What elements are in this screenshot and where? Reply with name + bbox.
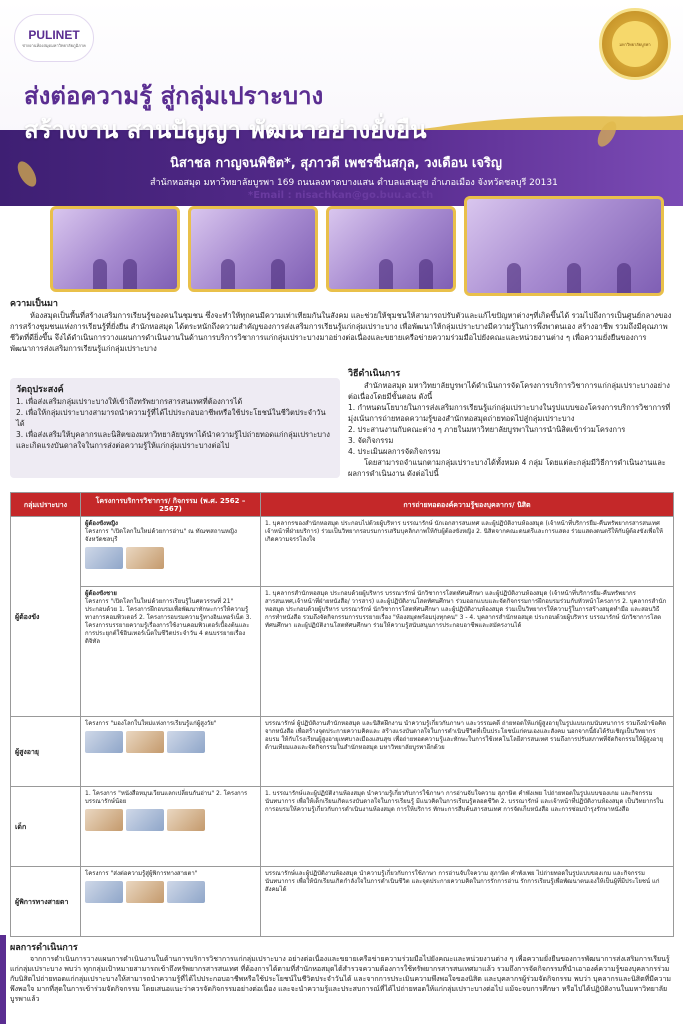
mini-photo <box>85 547 123 569</box>
project-text: 1. โครงการ "หนังสือหมุนเวียนแลกเปลี่ยนกันอ่าน" 2. โครงการบรรณารักษ์น้อย <box>85 790 248 805</box>
university-seal <box>599 8 671 80</box>
affiliation: สำนักหอสมุด มหาวิทยาลัยบูรพา 169 ถนนลงหาดบางแสน ตำบลแสนสุข อำเภอเมือง จังหวัดชลบุรี 20131 <box>150 178 558 188</box>
project-text: โครงการ "มองโลกในใหม่แห่งการเรียนรู้แก่ผู้สูงวัย" <box>85 720 217 727</box>
transfer-cell: 1. บรรณารักษ์และผู้ปฏิบัติงานห้องสมุด นำความรู้เกี่ยวกับการใช้ภาษา การอ่านจับใจความ สุภาษิต คำพังเพย ไปถ่ายทอดในรูปแบบของเกม และกิจกรรมนันทนาการ เพื่อให้เด็กเรียนเกิดแรงบันดาลใจในการเรียนรู้ มีแนวคิดในการเรียนรู้ตลอดชีวิต 2. บรรณารักษ์ และเจ้าหน้าที่ปฏิบัติงานห้องสมุด เป็นวิทยากรในการอบรมให้ความรู้เกี่ยวกับการดำเนินงานห้องสมุด การให้บริการ ทักษะการสืบค้นสารสนเทศ การจัดเก็บหนังสือ และการซ่อมบำรุงรักษาหนังสือ <box>261 787 674 867</box>
table-row <box>11 867 674 937</box>
activities-table <box>10 492 674 934</box>
method-outro: โดยสามารถจำแนกตามกลุ่มเปราะบางได้ทั้งหมด 4 กลุ่ม โดยแต่ละกลุ่มมีวิธีการดำเนินงานและผลการดำเนินงาน ดังต่อไปนี้ <box>348 458 666 478</box>
project-subtitle: ผู้ต้องขังชาย <box>85 590 117 597</box>
activity-photo <box>50 206 180 292</box>
mini-photo <box>85 881 123 903</box>
footer-accent <box>0 935 6 1024</box>
mini-photo <box>85 809 123 831</box>
photo-strip <box>50 206 630 298</box>
table-row <box>11 587 674 717</box>
project-text: โครงการ "เปิดโลกในใหม่ด้วยการเรียนรู้ในศตวรรษที่ 21" ประกอบด้วย 1. โครงการฝึกอบรมเพื่อพัฒนาทักษะการให้ความรู้ทางการคอมพิวเตอร์ 2. โครงการอบรมความรู้ทางอินเทอร์เน็ต 3. โครงการบรรยายความรู้เรื่องการใช้งานคอมพิวเตอร์เบื้องต้นและการประยุกต์ใช้อินเทอร์เน็ตในชีวิตประจำวัน 4 ดนบรรยายเรื่องดิจิทัล <box>85 598 252 645</box>
objective-item: 2. เพื่อให้กลุ่มเปราะบางสามารถนำความรู้ที่ได้ไปประกอบอาชีพหรือใช้ประโยชน์ในชีวิตประจำวันได้ <box>16 408 326 428</box>
mini-photos <box>85 809 256 831</box>
seal-text: มหาวิทยาลัยบูรพา <box>619 41 651 47</box>
method-section <box>348 366 674 486</box>
objectives-heading: วัตถุประสงค์ <box>16 385 64 395</box>
results-heading: ผลการดำเนินการ <box>10 943 78 953</box>
mini-photos <box>85 881 256 903</box>
table-header-transfer: การถ่ายทอดองค์ความรู้ของบุคลากร/ นิสิต <box>261 493 674 517</box>
method-step: 2. ประสานงานกับคณะต่าง ๆ ภายในมหาวิทยาลัยบูรพาในการนำนิสิตเข้าร่วมโครงการ <box>348 425 626 434</box>
method-heading: วิธีดำเนินการ <box>348 369 401 379</box>
background-section <box>10 296 674 354</box>
poster-title-line1: ส่งต่อความรู้ สู่กลุ่มเปราะบาง <box>24 81 324 110</box>
authors: นิสาชล กาญจนพิชิต*, สุภาวดี เพชรชื่นสกุล, วงเดือน เจริญ <box>170 156 502 171</box>
mini-photo <box>85 731 123 753</box>
method-step: 3. จัดกิจกรรม <box>348 436 394 445</box>
project-text: โครงการ "เปิดโลกในใหม่ด้วยการอ่าน" ณ ทัณฑสถานหญิง จังหวัดชลบุรี <box>85 528 237 543</box>
transfer-cell: บรรณารักษ์ ผู้ปฏิบัติงานสำนักหอสมุด และนิสิตฝึกงาน นำความรู้เกี่ยวกับภาษา และวรรณคดี ถ่ายทอดให้แก่ผู้สูงอายุในรูปแบบเกมนันทนาการ รวมถึงนำข้อคิดจากหนังสือ เพื่อสร้างจุดประกายความคิดและ สร้างแรงบันดาลใจในการดำเนินชีวิตที่เป็นประโยชน์แก่ตนเองและสังคม นอกจากนี้ยังได้รับเชิญเป็นวิทยากรอบรม ให้กับโรงเรียนผู้สูงอายุเทศบาลเมืองแสนสุข เพื่อถ่ายทอดความรู้และทักษะในการใช้เทคโนโลยีสารสนเทศ รวมถึงการปรับสภาพที่จัดกิจกรรมให้ผู้สูงอายุด้านเทียมแลและจัดกิจกรรมในสำนักหอสมุด มหาวิทยาลัยบูรพาอีกด้วย <box>261 717 674 787</box>
table-header-project: โครงการบริการวิชาการ/ กิจกรรม (พ.ศ. 2562 – 2567) <box>81 493 261 517</box>
project-cell <box>81 717 261 787</box>
table-row <box>11 787 674 867</box>
results-text: จากการดำเนินการวางแผนการดำเนินงานในด้านการบริการวิชาการแก่กลุ่มเปราะบาง อย่างต่อเนื่องและขยายเครือข่ายความร่วมมือไปยังคณะและหน่วยงานต่าง ๆ เพื่อความยั่งยืนของการพัฒนาการส่งเสริมการเรียนรู้แก่กลุ่มเปราะบาง พบว่า ทุกกลุ่มเป้าหมายสามารถเข้าถึงทรัพยากรสารสนเทศ ที่ต้องการได้ตามที่สำนักหอสมุดได้สำรวจความต้องการใช้ทรัพยากรสารสนเทศมาแล้ว รวมถึงการจัดกิจกรรมที่นำเอาองค์ความรู้ของบุคลากรร่วมกับนิสิตไปถ่ายทอดแก่กลุ่มเปราะบางให้สามารถนำความรู้ที่ได้ไปประกอบอาชีพหรือใช้ประโยชน์ในชีวิตประจำวันได้ และจากการประเมินความพึงพอใจของนิสิต และบุคลากรผู้ร่วมจัดกิจกรรม พบว่า บุคลากรและนิสิตที่มีความพึงพอใจ มากที่สุดในการเข้าร่วมจัดกิจกรรม โดยเสนอแนะว่าควรจัดกิจกรรมอย่างต่อเนื่อง และจะนำความรู้และประสบการณ์ที่ได้ไปถ่ายทอดให้แก่กลุ่มเปราะบางต่อไป แม้จะจบการศึกษา หรือไปได้ปฏิบัติงานในมหาวิทยาลัยบูรพาแล้ว <box>10 955 672 1003</box>
activity-photo <box>326 206 456 292</box>
poster-title-line2: สร้างงาน สานปัญญา พัฒนาอย่างยั่งยืน <box>24 115 427 144</box>
objectives-box <box>10 378 340 478</box>
activity-photo <box>188 206 318 292</box>
mini-photos <box>85 547 256 569</box>
transfer-cell: 1. บุคลากรสำนักหอสมุด ประกอบด้วยผู้บริหาร บรรณารักษ์ นักวิชาการโสตทัศนศึกษา และผู้ปฏิบัติงานห้องสมุด (เจ้าหน้าที่บริการยืม-คืนทรัพยากรสารสนเทศ,เจ้าหน้าที่ฝ่ายหนังสือ/ วารสาร) และผู้ปฏิบัติงานโสตทัศนศึกษา ร่วมออกแบบและจัดกิจกรรมการฝึกอบรมร่วมกับหัวหน้าโครงการ 2. บุคลากรสำนักหอสมุด ประกอบด้วยผู้บริหาร บรรณารักษ์ นักวิชาการโสตทัศนศึกษา และผู้ปฏิบัติงานห้องสมุด ร่วมเป็นวิทยากรให้ความรู้ในการสร้างสมุดทำมือ และสอนวิธีการทำหนังสือ รวมถึงจัดกิจกรรมการบรรยายเรื่อง "ห้องสมุดพร้อมบุ่งทุกคน" 3 - 4. บุคลากรสำนักหอสมุด ประกอบด้วยผู้บริหาร บรรณารักษ์ นักวิชาการโสตทัศนศึกษา และผู้ปฏิบัติงานโสตทัศนศึกษา ร่วมให้ความรู้สนับสนุนการประกอบอาชีพและสมัครงานได้ <box>261 587 674 717</box>
table-row <box>11 717 674 787</box>
group-cell: ผู้ต้องขัง <box>11 517 81 717</box>
mini-photo <box>126 881 164 903</box>
method-intro: สำนักหอสมุด มหาวิทยาลัยบูรพาได้ดำเนินการจัดโครงการบริการวิชาการแก่กลุ่มเปราะบางอย่างต่อเนื่องโดยมีขั้นตอน ดังนี้ <box>348 381 670 401</box>
transfer-cell: บรรณารักษ์และผู้ปฏิบัติงานห้องสมุด นำความรู้เกี่ยวกับการใช้ภาษา การอ่านจับใจความ สุภาษิต คำพังเพย ไปถ่ายทอดในรูปแบบของเกม และกิจกรรมนันทนาการ เพื่อให้นักเรียนเกิดกำลังใจในการดำเนินชีวิต และจุดประกายความคิดในการรักการอ่าน รักการเรียนรู้เพื่อพัฒนาตนเองให้เป็นผู้ที่มีประโยชน์ แก่สังคมได้ <box>261 867 674 937</box>
activity-photo <box>464 196 664 296</box>
objective-item: 3. เพื่อส่งเสริมให้บุคลากรและนิสิตของมหาวิทยาลัยบูรพาได้นำความรู้ไปถ่ายทอดแก่กลุ่มเปราะบาง และเกิดแรงบันดาลใจในการส่งต่อความรู้ให้แก่กลุ่มเปราะบางต่อไป <box>16 430 330 450</box>
method-step: 4. ประเมินผลการจัดกิจกรรม <box>348 447 441 456</box>
email: *Email : nisachkan@go.buu.ac.th <box>248 190 434 201</box>
background-heading: ความเป็นมา <box>10 299 58 309</box>
project-cell <box>81 867 261 937</box>
mini-photo <box>167 731 205 753</box>
group-cell: ผู้พิการทางสายตา <box>11 867 81 937</box>
seal-inner <box>612 21 658 67</box>
group-cell: เด็ก <box>11 787 81 867</box>
mini-photos <box>85 731 256 753</box>
project-cell <box>81 787 261 867</box>
mini-photo <box>167 881 205 903</box>
mini-photo <box>126 547 164 569</box>
project-cell <box>81 587 261 717</box>
mini-photo <box>126 809 164 831</box>
group-cell: ผู้สูงอายุ <box>11 717 81 787</box>
table-row <box>11 517 674 587</box>
logo-title: PULINET <box>28 27 80 42</box>
mini-photo <box>126 731 164 753</box>
transfer-cell: 1. บุคลากรของสำนักหอสมุด ประกอบไปด้วยผู้บริหาร บรรณารักษ์ นักเอกสารสนเทศ และผู้ปฏิบัติงานห้องสมุด (เจ้าหน้าที่บริการยืม-คืนทรัพยากรสารสนเทศ เจ้าหน้าที่ฝ่ายบริการ) ร่วมเป็นวิทยากรอบรมการเสริมบุคลิกภาพให้กับผู้ต้องขังหญิง 2. นิสิตจากคณะดนตรีและการแสดง ร่วมแสดงดนตรีให้กับผู้ต้องขังเพื่อให้เกิดความจรรโลงใจ <box>261 517 674 587</box>
objective-item: 1. เพื่อส่งเสริมกลุ่มเปราะบางให้เข้าถึงทรัพยากรสารสนเทศที่ต้องการได้ <box>16 397 243 406</box>
logo-subtitle: ข่ายงานห้องสมุดมหาวิทยาลัยภูมิภาค <box>22 42 86 48</box>
project-text: โครงการ "ส่งต่อความรู้สู่ผู้พิการทางสายตา" <box>85 870 198 877</box>
method-step: 1. กำหนดนโยบายในการส่งเสริมการเรียนรู้แก่กลุ่มเปราะบางในรูปแบบของโครงการบริการวิชาการที่มุ่งเน้นการถ่ายทอดความรู้ของสำนักหอสมุดถ่ายทอดไปสู่กลุ่มเปราะบาง <box>348 403 671 423</box>
pulinet-logo <box>14 14 94 62</box>
results-section <box>10 940 674 1004</box>
table-header-group: กลุ่มเปราะบาง <box>11 493 81 517</box>
mini-photo <box>167 809 205 831</box>
background-text: ห้องสมุดเป็นพื้นที่สร้างเสริมการเรียนรู้ของคนในชุมชน ซึ่งจะทำให้ทุกคนมีความเท่าเทียมกันในสังคม และช่วยให้ชุมชนให้สามารถปรับตัวและแก้ไขปัญหาต่างๆที่เกิดขึ้นได้ รวมไปถึงการเป็นศูนย์กลางของการสร้างชุมชนแห่งการเรียนรู้ที่ยั่งยืน สำนักหอสมุด ได้ตระหนักถึงความสำคัญของการส่งเสริมการเรียนรู้แก่กลุ่มเปราะบาง เพื่อพัฒนาให้กลุ่มเปราะบางมีความรู้ในการพึ่งพาตนเอง สร้างอาชีพ รวมถึงมีคุณภาพชีวิตที่ดียิ่งขึ้น จึงได้ดำเนินการวางแผนการดำเนินงานในด้านการบริการวิชาการแก่กลุ่มเปราะบางมาอย่างต่อเนื่องและขยายเครือข่ายความร่วมมือไปยังคณะและหน่วยงานต่าง ๆ เพื่อความยั่งยืนของการพัฒนาการส่งเสริมการเรียนรู้แก่กลุ่มเปราะบาง <box>10 311 672 353</box>
project-cell <box>81 517 261 587</box>
project-subtitle: ผู้ต้องขังหญิง <box>85 520 118 527</box>
